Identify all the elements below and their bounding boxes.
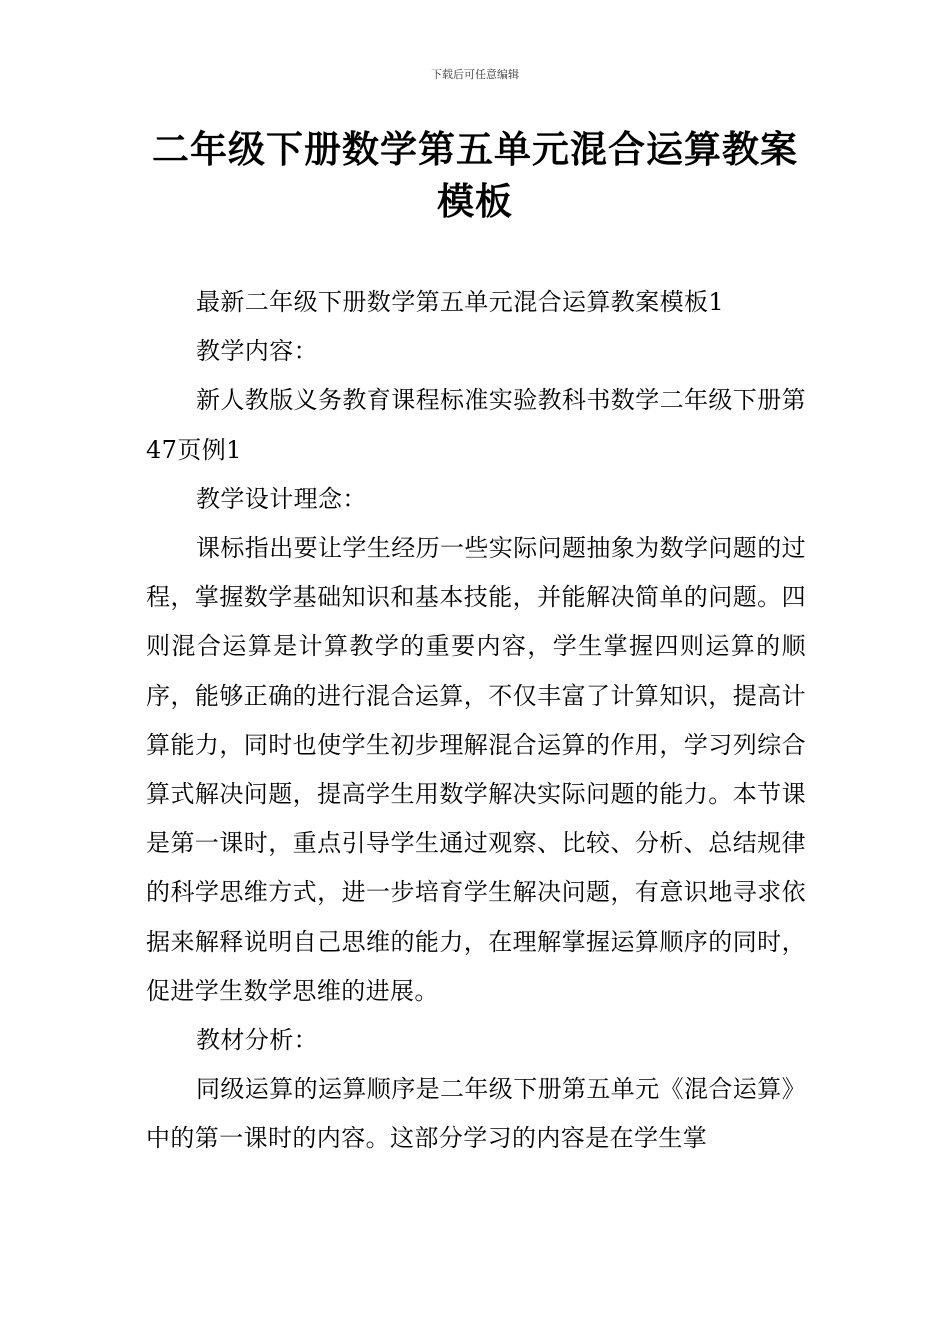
paragraph-subtitle: 最新二年级下册数学第五单元混合运算教案模板1	[196, 288, 725, 316]
paragraph-heading-content: 教学内容：	[196, 337, 318, 366]
header-note: 下载后可任意编辑	[431, 68, 519, 81]
paragraph-heading-analysis: 教材分析：	[196, 1026, 318, 1055]
paragraph-analysis-text: 同级运算的运算顺序是二年级下册第五单元《混合运算》中的第一课时的内容。这部分学习的内容是在学生掌	[146, 1075, 806, 1153]
document-title: 二年级下册数学第五单元混合运算教案模板	[152, 128, 798, 223]
paragraph-design-text: 课标指出要让学生经历一些实际问题抽象为数学问题的过程，掌握数学基础知识和基本技能，并能解决简单的问题。四则混合运算是计算教学的重要内容，学生掌握四则运算的顺序，能够正确的进行混合运算，不仅丰富了计算知识，提高计算能力，同时也使学生初步理解混合运算的作用，学习列综合算式解决问题，提高学生用数学解决实际问题的能力。本节课是第一课时，重点引导学生通过观察、比较、分析、总结规律的科学思维方式，进一步培育学生解决问题，有意识地寻求依据来解释说明自己思维的能力，在理解掌握运算顺序的同时，促进学生数学思维的进展。	[146, 534, 806, 1005]
paragraph-heading-design: 教学设计理念：	[196, 484, 367, 513]
paragraph-content-text: 新人教版义务教育课程标准实验教科书数学二年级下册第47页例1	[146, 386, 806, 464]
document-body	[146, 278, 806, 1164]
